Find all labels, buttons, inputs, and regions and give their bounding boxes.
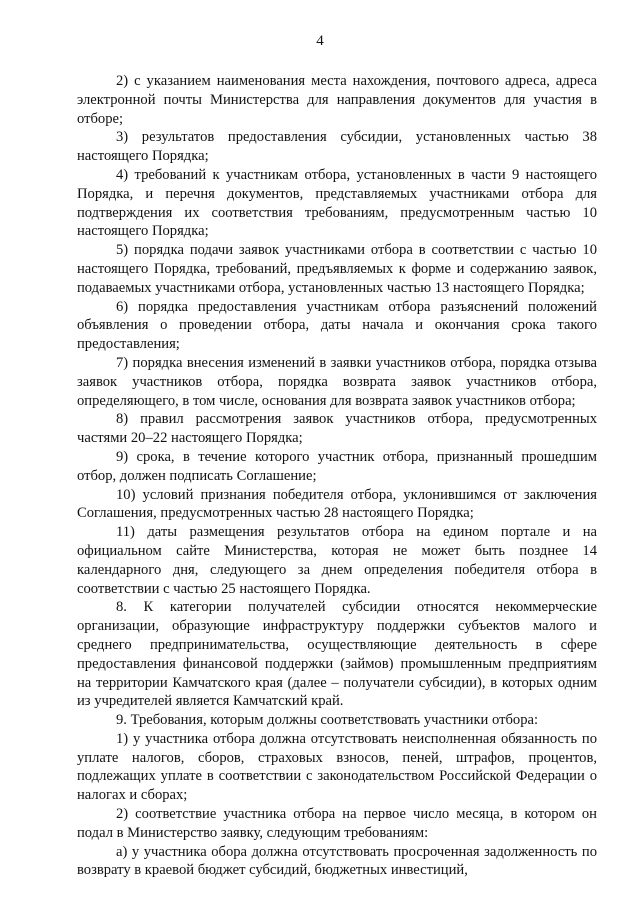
paragraph-item-9: 9) срока, в течение которого участник отбора, признанный прошедшим отбор, должен подписать Соглашение; [77,448,597,484]
paragraph-item-2: 2) с указанием наименования места нахождения, почтового адреса, адреса электронной почты Министерства для направления документов для участия в отборе; [77,73,597,127]
requirement-2-paragraph: 2) соответствие участника отбора на первое число месяца, в котором он подал в Министерство заявку, следующим требованиям: [77,806,597,841]
paragraph-item-5: 5) порядка подачи заявок участниками отбора в соответствии с частью 10 настоящего Порядка, требований, предъявляемых к форме и содержанию заявок, подаваемых участниками отбора, установленных частью 13 настоящего Порядка; [77,242,597,296]
requirement-1-paragraph: 1) у участника отбора должна отсутствовать неисполненная обязанность по уплате налогов, сборов, страховых взносов, пеней, штрафов, процентов, подлежащих уплате в соответствии с законодательством Российской Федерации о налогах и сборах; [77,730,597,804]
paragraph-item-6: 6) порядка предоставления участникам отбора разъяснений положений объявления о проведении отбора, даты начала и окончания срока такого предоставления; [77,298,597,353]
section-8-paragraph: 8. К категории получателей субсидии относятся некоммерческие организации, образующие инфраструктуру поддержки субъектов малого и среднего предпринимательства, осуществляющие деятельность в сфере предоставления финансовой поддержки (займов) промышленным предприятиям на территории Камчатского края (далее – получатели субсидии), в которых одним из учредителей является Камчатский край. [77,599,597,710]
document-body [77,72,597,880]
page-number: 4 [316,33,324,49]
paragraph-item-11: 11) даты размещения результатов отбора на едином портале и на официальном сайте Министерства, которая не может быть позднее 14 календарного дня, следующего за днем определения победителя отбора в соответствии с частью 25 настоящего Порядка. [77,524,597,597]
paragraph-item-7: 7) порядка внесения изменений в заявки участников отбора, порядка отзыва заявок участников отбора, порядка возврата заявок участников отбора, определяющего, в том числе, основания для возврата заявок участников отбора; [77,354,597,409]
paragraph-item-8: 8) правил рассмотрения заявок участников отбора, предусмотренных частями 20–22 настоящего Порядка; [77,411,597,447]
section-9-heading: 9. Требования, которым должны соответствовать участники отбора: [116,712,539,729]
paragraph-item-4: 4) требований к участникам отбора, установленных в части 9 настоящего Порядка, и перечня документов, представляемых участниками отбора для подтверждения их соответствия требованиям, предусмотренным частью 10 настоящего Порядка; [77,166,597,240]
requirement-2a-paragraph: а) у участника обора должна отсутствовать просроченная задолженность по возврату в краевой бюджет субсидий, бюджетных инвестиций, [77,843,597,879]
paragraph-item-10: 10) условий признания победителя отбора, уклонившимся от заключения Соглашения, предусмотренных частью 28 настоящего Порядка; [77,486,597,522]
paragraph-item-3: 3) результатов предоставления субсидии, установленных частью 38 настоящего Порядка; [77,129,597,165]
